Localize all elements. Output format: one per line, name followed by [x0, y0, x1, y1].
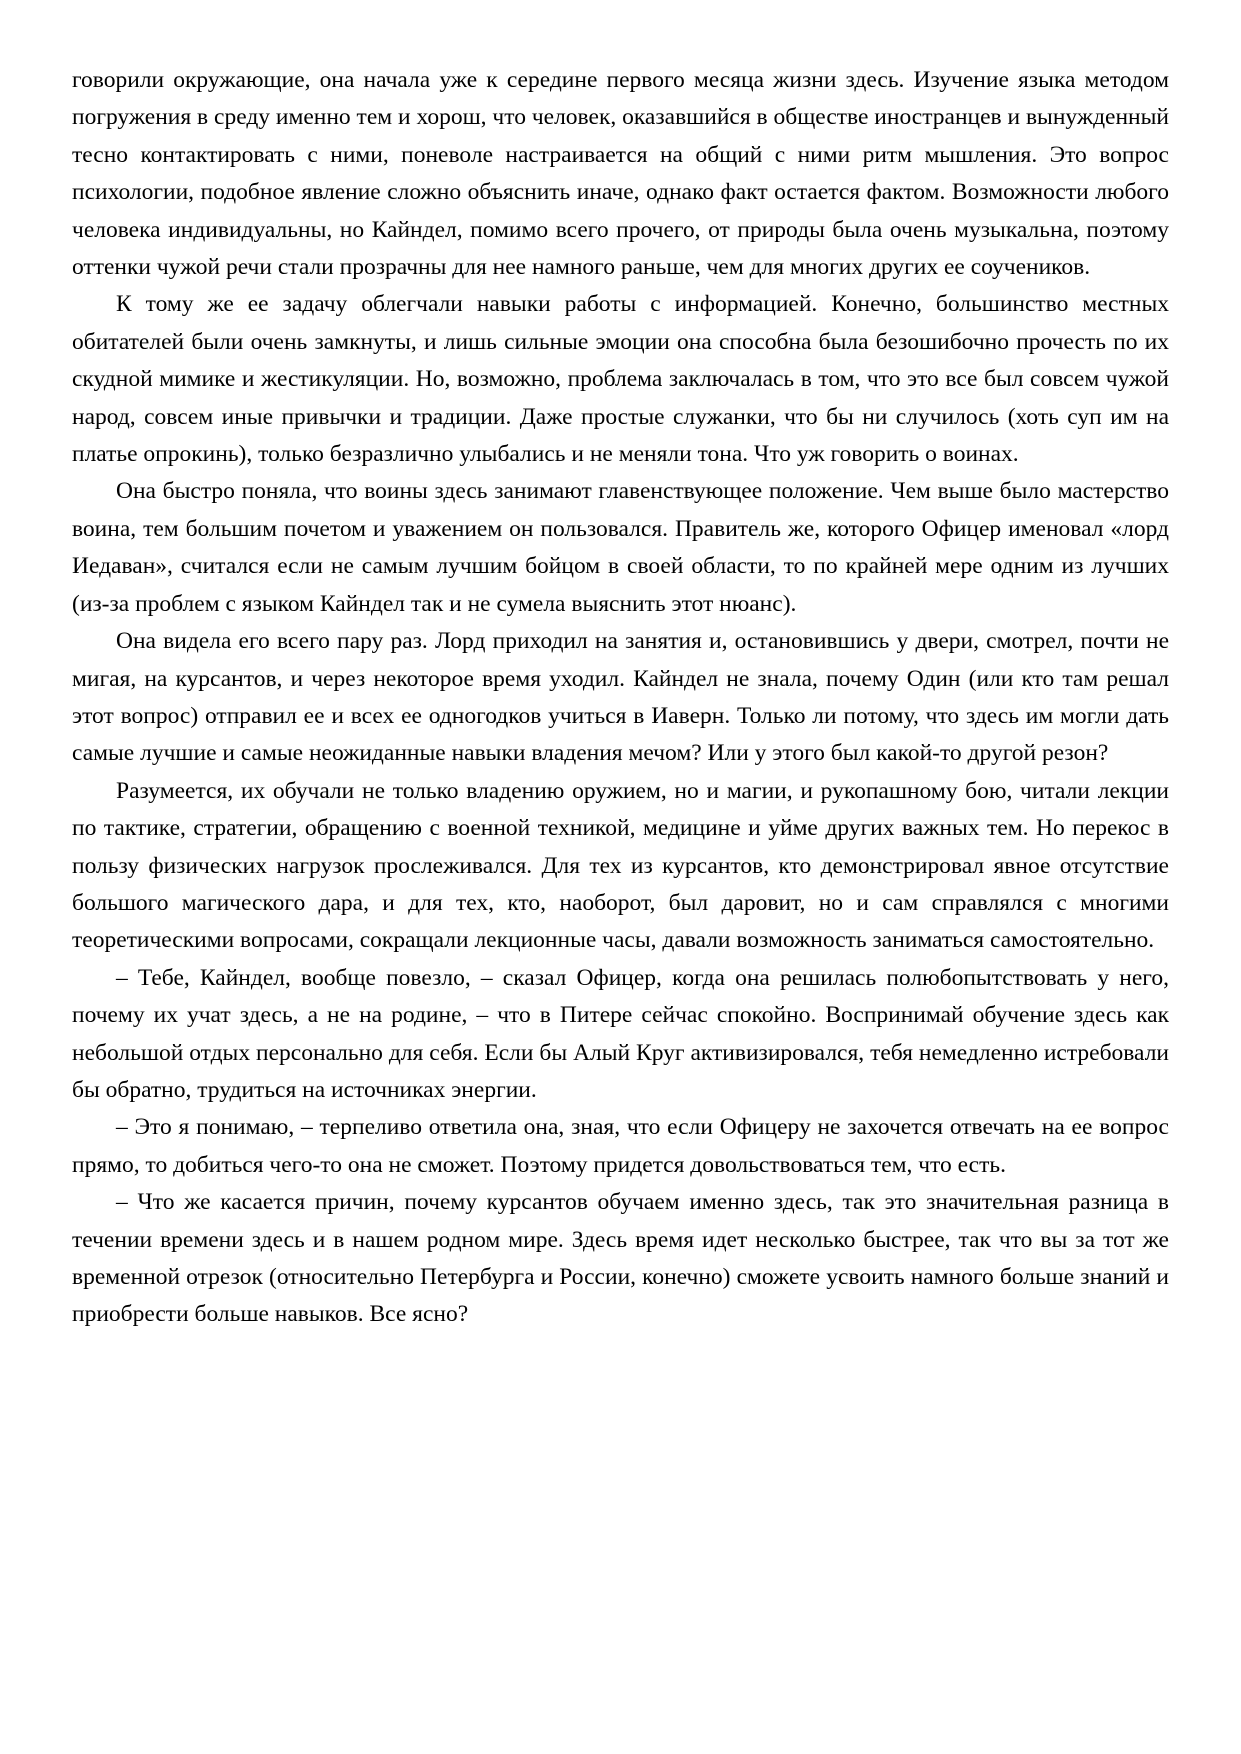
- paragraph: Она видела его всего пару раз. Лорд приходил на занятия и, остановившись у двери, смотрел, почти не мигая, на курсантов, и через некоторое время уходил. Кайндел не знала, почему Один (или кто там решал этот вопрос) отправил ее и всех ее одногодков учиться в Иаверн. Только ли потому, что здесь им могли дать самые лучшие и самые неожиданные навыки владения мечом? Или у этого был какой-то другой резон?: [72, 628, 1169, 767]
- paragraph: Она быстро поняла, что воины здесь занимают главенствующее положение. Чем выше было мастерство воина, тем большим почетом и уважением он пользовался. Правитель же, которого Офицер именовал «лорд Иедаван», считался если не самым лучшим бойцом в своей области, то по крайней мере одним из лучших (из-за проблем с языком Кайндел так и не сумела выяснить этот нюанс).: [72, 478, 1169, 617]
- paragraph: говорили окружающие, она начала уже к середине первого месяца жизни здесь. Изучение языка методом погружения в среду именно тем и хорош, что человек, оказавшийся в обществе иностранцев и вынужденный тесно контактировать с ними, поневоле настраивается на общий с ними ритм мышления. Это вопрос психологии, подобное явление сложно объяснить иначе, однако факт остается фактом. Возможности любого человека индивидуальны, но Кайндел, помимо всего прочего, от природы была очень музыкальна, поэтому оттенки чужой речи стали прозрачны для нее намного раньше, чем для многих других ее соучеников.: [72, 67, 1169, 281]
- page-body-text: [72, 62, 1169, 1334]
- paragraph: – Тебе, Кайндел, вообще повезло, – сказал Офицер, когда она решилась полюбопытствовать у него, почему их учат здесь, а не на родине, – что в Питере сейчас спокойно. Воспринимай обучение здесь как небольшой отдых персонально для себя. Если бы Алый Круг активизировался, тебя немедленно истребовали бы обратно, трудиться на источниках энергии.: [72, 964, 1169, 1103]
- paragraph: К тому же ее задачу облегчали навыки работы с информацией. Конечно, большинство местных обитателей были очень замкнуты, и лишь сильные эмоции она способна была безошибочно прочесть по их скудной мимике и жестикуляции. Но, возможно, проблема заключалась в том, что это все был совсем чужой народ, совсем иные привычки и традиции. Даже простые служанки, что бы ни случилось (хоть суп им на платье опрокинь), только безразлично улыбались и не меняли тона. Что уж говорить о воинах.: [72, 291, 1169, 468]
- paragraph: – Это я понимаю, – терпеливо ответила она, зная, что если Офицеру не захочется отвечать на ее вопрос прямо, то добиться чего-то она не сможет. Поэтому придется довольствоваться тем, что есть.: [72, 1114, 1169, 1178]
- paragraph: Разумеется, их обучали не только владению оружием, но и магии, и рукопашному бою, читали лекции по тактике, стратегии, обращению с военной техникой, медицине и уйме других важных тем. Но перекос в пользу физических нагрузок прослеживался. Для тех из курсантов, кто демонстрировал явное отсутствие большого магического дара, и для тех, кто, наоборот, был даровит, но и сам справлялся с многими теоретическими вопросами, сокращали лекционные часы, давали возможность заниматься самостоятельно.: [72, 777, 1169, 954]
- paragraph: – Что же касается причин, почему курсантов обучаем именно здесь, так это значительная разница в течении времени здесь и в нашем родном мире. Здесь время идет несколько быстрее, так что вы за тот же временной отрезок (относительно Петербурга и России, конечно) сможете усвоить намного больше знаний и приобрести больше навыков. Все ясно?: [72, 1189, 1169, 1328]
